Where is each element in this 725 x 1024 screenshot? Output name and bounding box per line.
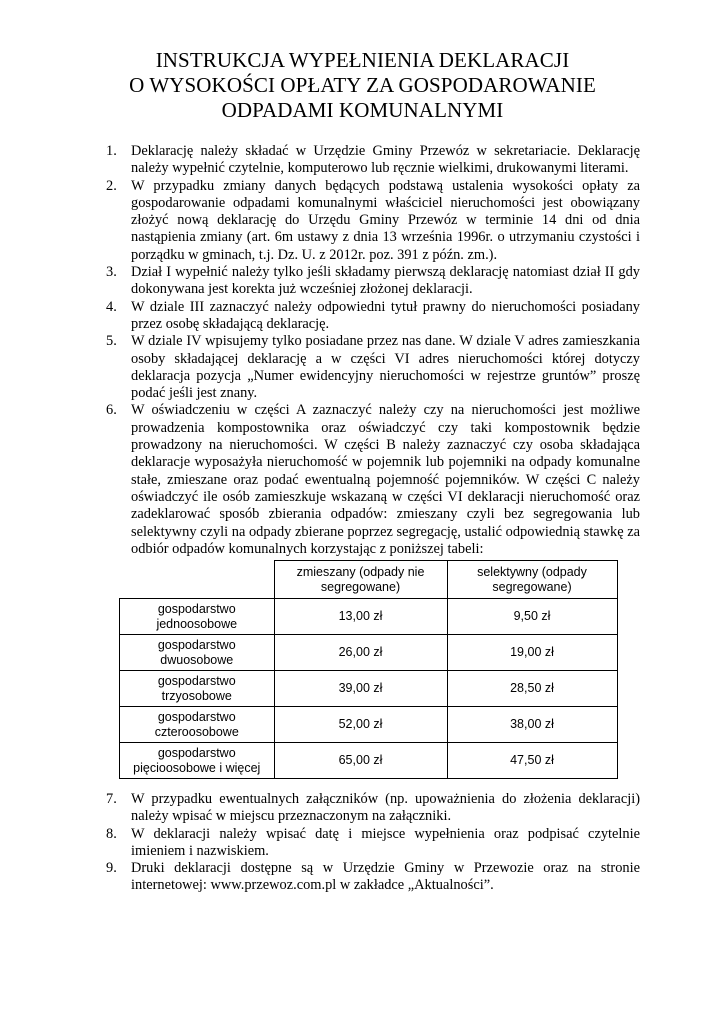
item-number: 8. xyxy=(106,825,117,842)
item-text: W przypadku zmiany danych będących podstawą ustalenia wysokości opłaty za gospodarowanie odpadami komunalnymi właściciel nieruchomości jest obowiązany złożyć nową deklarację do Urzędu Gminy Przewóz w terminie 14 dni od dnia nastąpienia zmiany (art. 6m ustawy z dnia 13 września 1996r. o utrzymaniu czystości i porządku w gminach, t.j. Dz. U. z 2012r. poz. 391 z późn. zm.). xyxy=(131,177,640,263)
row-label: gospodarstwo dwuosobowe xyxy=(120,635,275,671)
title-line-3: ODPADAMI KOMUNALNYMI xyxy=(221,98,504,122)
row-label: gospodarstwo trzyosobowe xyxy=(120,671,275,707)
rates-table xyxy=(119,560,618,779)
item-number: 7. xyxy=(106,791,117,807)
rate-mixed: 26,00 zł xyxy=(274,635,447,671)
item-number: 5. xyxy=(106,333,117,350)
row-label: gospodarstwo czteroosobowe xyxy=(120,707,275,743)
item-text: W dziale III zaznaczyć należy odpowiedni tytuł prawny do nieruchomości posiadany przez osobę składającą deklarację. xyxy=(131,298,640,332)
list-item-9 xyxy=(106,860,640,895)
rate-mixed: 13,00 zł xyxy=(274,599,447,635)
rate-selective: 9,50 zł xyxy=(447,599,617,635)
item-number: 3. xyxy=(106,264,117,281)
item-number: 9. xyxy=(106,860,117,877)
list-item-7 xyxy=(106,791,640,826)
list-item-6 xyxy=(106,402,640,558)
list-item-8 xyxy=(106,826,640,861)
item-number: 2. xyxy=(106,177,117,194)
row-label: gospodarstwo pięcioosobowe i więcej xyxy=(120,743,275,779)
table-row xyxy=(120,707,618,743)
list-item-3 xyxy=(106,264,640,299)
header-selective: selektywny (odpady segregowane) xyxy=(447,561,617,599)
rate-mixed: 39,00 zł xyxy=(274,671,447,707)
list-item-1 xyxy=(106,143,640,178)
item-text: Deklarację należy składać w Urzędzie Gminy Przewóz w sekretariacie. Deklarację należy wypełnić czytelnie, komputerowo lub ręcznie wielkimi, drukowanymi literami. xyxy=(131,143,640,177)
rate-selective: 19,00 zł xyxy=(447,635,617,671)
row-label: gospodarstwo jednoosobowe xyxy=(120,599,275,635)
header-mixed: zmieszany (odpady nie segregowane) xyxy=(274,561,447,599)
instruction-list-top xyxy=(106,143,640,558)
item-text: W przypadku ewentualnych załączników (np. upoważnienia do złożenia deklaracji) należy wpisać w miejscu przeznaczonym na załączniki. xyxy=(131,791,640,825)
item-text: Druki deklaracji dostępne są w Urzędzie Gminy w Przewozie oraz na stronie internetowej: www.przewoz.com.pl w zakładce „Aktualności”. xyxy=(131,860,640,894)
rate-selective: 38,00 zł xyxy=(447,707,617,743)
table-row xyxy=(120,635,618,671)
rate-mixed: 65,00 zł xyxy=(274,743,447,779)
item-number: 1. xyxy=(106,143,117,159)
item-text: Dział I wypełnić należy tylko jeśli składamy pierwszą deklarację natomiast dział II gdy dokonywana jest korekta już wcześniej złożonej deklaracji. xyxy=(131,264,640,298)
rate-selective: 28,50 zł xyxy=(447,671,617,707)
table-row xyxy=(120,599,618,635)
document-title xyxy=(90,48,635,123)
list-item-5 xyxy=(106,333,640,402)
item-text: W oświadczeniu w części A zaznaczyć należy czy na nieruchomości jest możliwe prowadzenia kompostownika oraz oświadczyć czy taki kompostownik będzie prowadzony na nieruchomości. W części B należy zaznaczyć czy osoba składająca deklaracje wyposażyła nieruchomość w pojemnik lub pojemniki na odpady komunalne stałe, zmieszane oraz podać ewentualną pojemność pojemników. W części C należy oświadczyć ile osób zamieszkuje wskazaną w części VI deklaracji nieruchomość oraz zadeklarować sposób zbierania odpadów: zmieszany czyli bez segregowania lub selektywny czyli na odpady zbierane poprzez segregację, ustalić odpowiednią stawkę za odbiór odpadów komunalnych korzystając z poniższej tabeli: xyxy=(131,402,640,557)
table-row xyxy=(120,671,618,707)
rate-mixed: 52,00 zł xyxy=(274,707,447,743)
title-line-2: O WYSOKOŚCI OPŁATY ZA GOSPODAROWANIE xyxy=(129,73,596,97)
table-header-row xyxy=(120,561,618,599)
item-number: 4. xyxy=(106,298,117,315)
list-item-4 xyxy=(106,299,640,334)
table-corner-cell xyxy=(120,561,275,599)
table-row xyxy=(120,743,618,779)
instruction-list-bottom xyxy=(106,791,640,895)
list-item-2 xyxy=(106,178,640,264)
rate-selective: 47,50 zł xyxy=(447,743,617,779)
item-text: W deklaracji należy wpisać datę i miejsce wypełnienia oraz podpisać czytelnie imieniem i nazwiskiem. xyxy=(131,825,640,859)
title-line-1: INSTRUKCJA WYPEŁNIENIA DEKLARACJI xyxy=(155,48,570,72)
item-text: W dziale IV wpisujemy tylko posiadane przez nas dane. W dziale V adres zamieszkania osoby składającej deklarację a w części VI adres nieruchomości której dotyczy deklaracja pozycja „Numer ewidencyjny nieruchomości w rejestrze gruntów” proszę podać jeśli jest znany. xyxy=(131,333,640,402)
item-number: 6. xyxy=(106,402,117,419)
